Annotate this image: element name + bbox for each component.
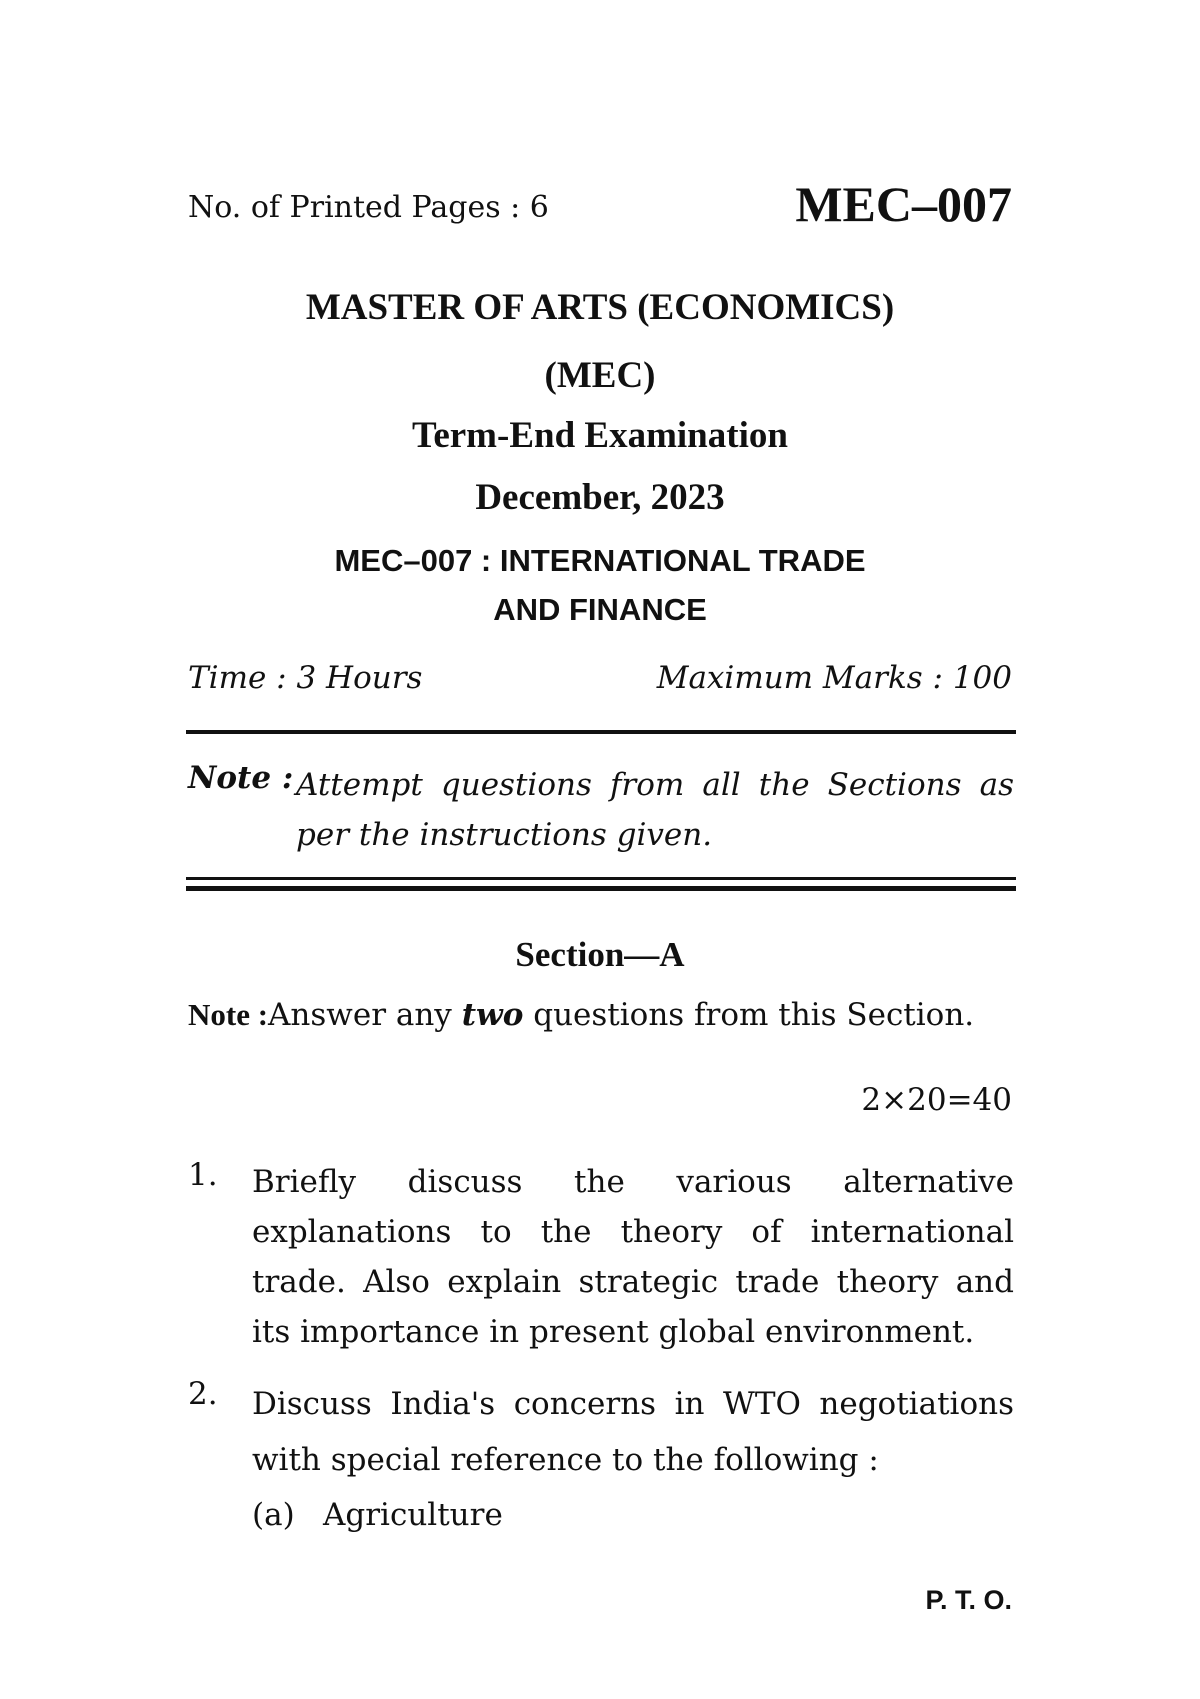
paper-code: MEC–007 bbox=[795, 176, 1012, 232]
general-note-text: Attempt questions from all the Sections as per the instructions given. bbox=[296, 767, 1014, 853]
question-2-number: 2. bbox=[188, 1376, 218, 1412]
question-1-number: 1. bbox=[188, 1157, 218, 1193]
maximum-marks: Maximum Marks : 100 bbox=[656, 660, 1012, 696]
section-marks-scheme: 2×20=40 bbox=[861, 1082, 1012, 1118]
printed-pages-count: No. of Printed Pages : 6 bbox=[188, 190, 549, 225]
section-note-pre: Answer any bbox=[268, 997, 462, 1033]
exam-date: December, 2023 bbox=[475, 477, 725, 518]
divider-rule bbox=[186, 730, 1016, 734]
exam-title: Term-End Examination bbox=[412, 415, 788, 456]
question-2-text: Discuss India's concerns in WTO negotiations with special reference to the following : bbox=[252, 1386, 1014, 1478]
programme-code: (MEC) bbox=[544, 355, 656, 396]
section-note-label: Note : bbox=[188, 997, 269, 1032]
question-2-subpart-text: Agriculture bbox=[323, 1497, 503, 1533]
course-title-line1: MEC–007 : INTERNATIONAL TRADE bbox=[334, 543, 866, 578]
exam-duration: Time : 3 Hours bbox=[188, 660, 423, 696]
double-divider-bottom bbox=[186, 886, 1016, 891]
question-1-text: Briefly discuss the various alternative explanations to the theory of international trade. Also explain strategic trade theory and its importance in present global environment. bbox=[252, 1164, 1014, 1350]
double-divider-top bbox=[186, 877, 1016, 880]
general-note-label: Note : bbox=[188, 760, 294, 796]
course-title-line2: AND FINANCE bbox=[493, 592, 707, 627]
section-note-post: questions from this Section. bbox=[523, 997, 975, 1033]
please-turn-over: P. T. O. bbox=[925, 1585, 1012, 1615]
programme-title: MASTER OF ARTS (ECONOMICS) bbox=[305, 287, 895, 328]
question-2-subpart-label: (a) bbox=[252, 1497, 295, 1533]
section-a-note bbox=[188, 997, 974, 1033]
section-note-emphasis: two bbox=[461, 997, 524, 1033]
section-a-title: Section—A bbox=[515, 935, 685, 974]
